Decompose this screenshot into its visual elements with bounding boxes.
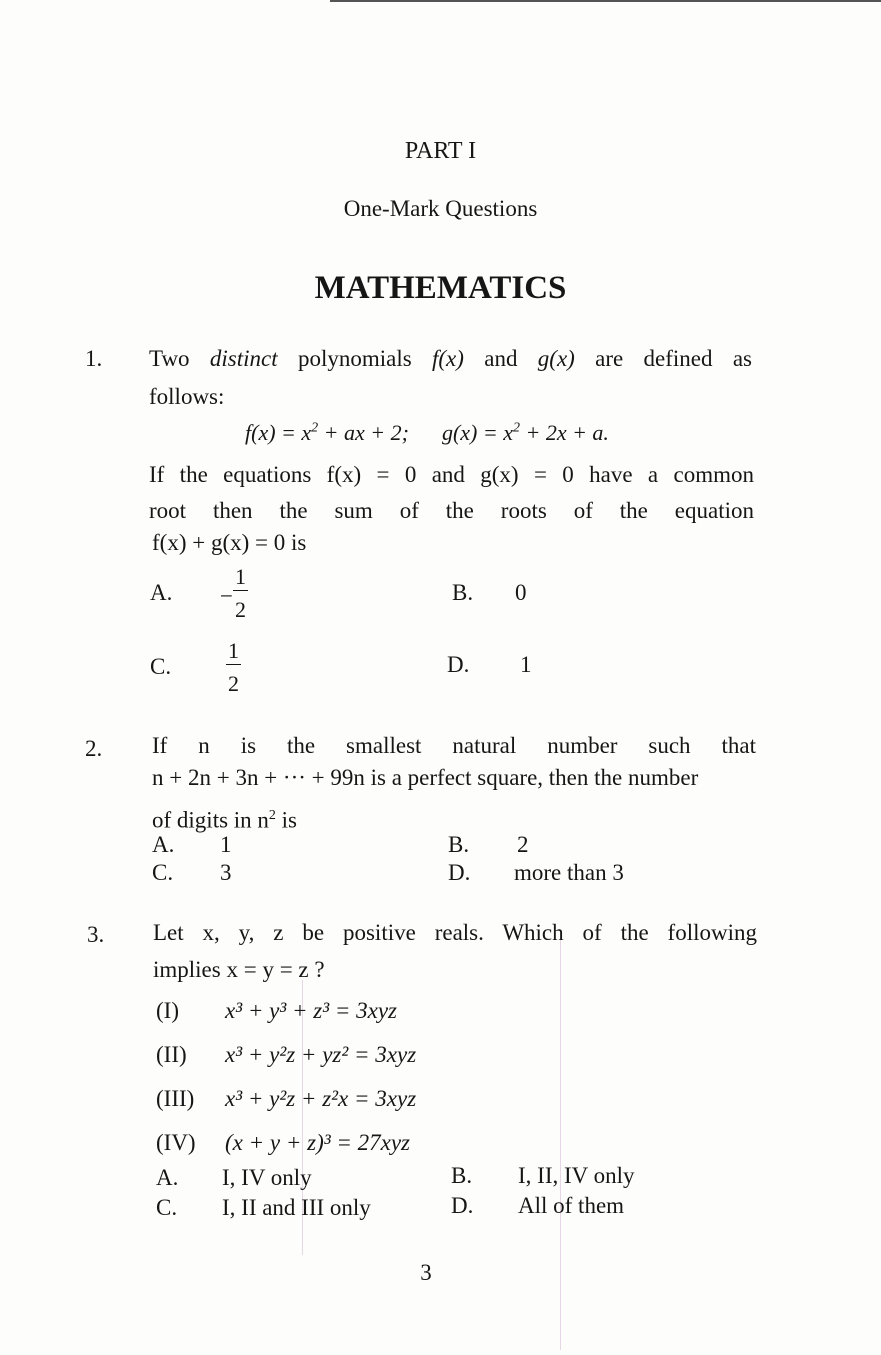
section-subtitle: One-Mark Questions [343, 196, 538, 221]
question-text: f(x) + g(x) = 0 is [152, 530, 307, 555]
question-number: 3. [87, 922, 105, 947]
statement-expression: x³ + y³ + z³ = 3xyz [225, 998, 397, 1023]
equation: $f(x) = x^2$ + ax + 2; $g(x) = x^2 + 2x + a$. [245, 420, 609, 445]
question-text: Two distinct polynomials f(x) and g(x) are defined as [149, 346, 752, 371]
option-label: D. [451, 1193, 474, 1218]
page-number: 3 [420, 1260, 432, 1285]
option-value: 2 [517, 832, 529, 857]
statement-label: (IV) [156, 1130, 196, 1155]
option-label: A. [156, 1165, 179, 1190]
option-label: B. [451, 1163, 473, 1188]
option-value: 3 [220, 860, 232, 885]
option-value: $\frac{1}{2}$ [228, 638, 239, 696]
question-text: implies x = y = z ? [153, 957, 325, 982]
option-label: B. [452, 580, 474, 605]
question-text: root then the sum of the roots of the equation [149, 498, 754, 523]
option-value: 1 [520, 652, 532, 677]
option-label: D. [447, 652, 470, 677]
statement-expression: x³ + y²z + z²x = 3xyz [225, 1086, 417, 1111]
option-value: more than 3 [514, 860, 624, 885]
option-value: All of them [518, 1193, 625, 1218]
option-label: C. [152, 860, 174, 885]
statement-label: (II) [156, 1042, 187, 1067]
scan-line [560, 930, 561, 1350]
statement-expression: (x + y + z)³ = 27xyz [225, 1130, 411, 1155]
subject-title: MATHEMATICS [314, 270, 567, 306]
option-value: I, II, IV only [518, 1163, 635, 1188]
question-text: If n is the smallest natural number such that [152, 733, 756, 758]
option-label: D. [448, 860, 471, 885]
question-text: n + 2n + 3n + ··· + 99n is a perfect square, then the number [152, 765, 699, 790]
question-number: 1. [85, 346, 103, 371]
statement-label: (III) [156, 1086, 195, 1111]
option-label: B. [448, 832, 470, 857]
option-value: I, II and III only [222, 1195, 371, 1220]
question-text: follows: [149, 384, 225, 409]
question-text: Let x, y, z be positive reals. Which of the following [153, 920, 757, 945]
part-heading: PART I [404, 138, 477, 164]
option-value: − $\frac{1}{2}$ [220, 564, 246, 622]
question-number: 2. [85, 736, 103, 761]
option-label: A. [150, 580, 173, 605]
question-text: If the equations f(x) = 0 and g(x) = 0 have a common [149, 462, 754, 487]
top-rule [330, 0, 881, 2]
option-value: 0 [515, 580, 527, 605]
statement-label: (I) [156, 998, 179, 1023]
option-value: I, IV only [222, 1165, 312, 1190]
question-text: of digits in $n^2$ is [152, 807, 298, 833]
option-label: C. [150, 654, 172, 679]
statement-expression: x³ + y²z + yz² = 3xyz [225, 1042, 417, 1067]
option-value: 1 [220, 832, 232, 857]
option-label: C. [156, 1195, 178, 1220]
option-label: A. [152, 832, 175, 857]
